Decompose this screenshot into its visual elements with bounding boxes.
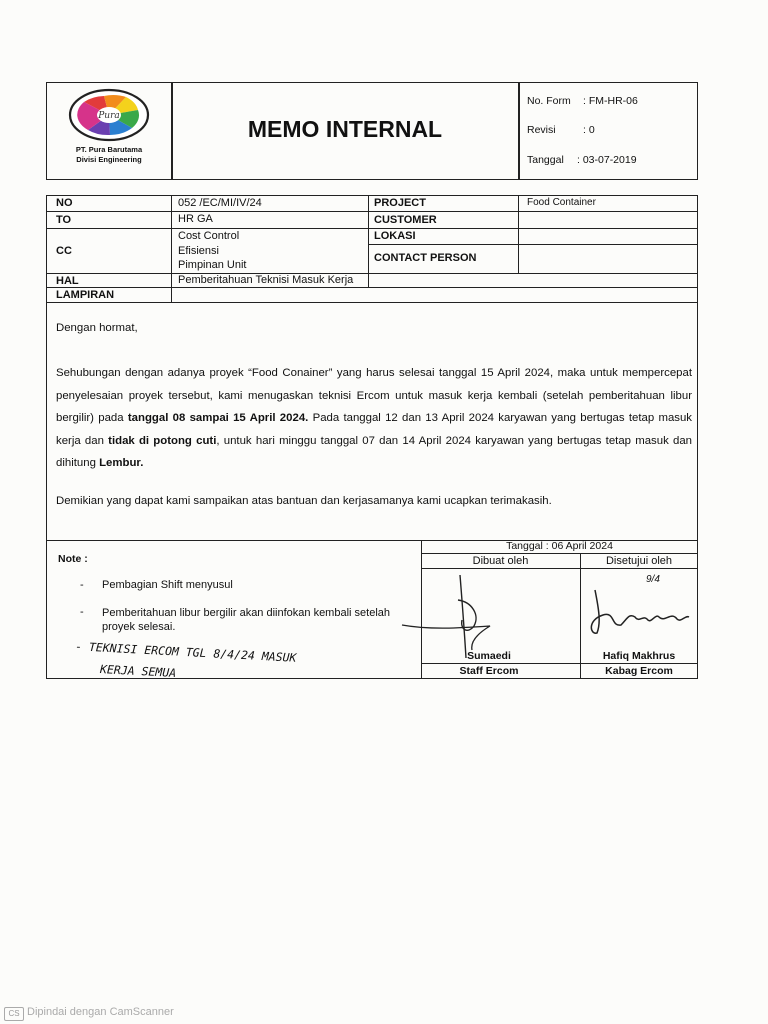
approved-by-label: Disetujui oleh	[605, 555, 673, 567]
maker-title: Staff Ercom	[459, 665, 519, 677]
sign-row-line-3	[421, 663, 698, 664]
project-value: Food Container	[527, 197, 596, 208]
no-value: 052 /EC/MI/IV/24	[178, 197, 262, 209]
signature-date: Tanggal : 06 April 2024	[506, 540, 613, 552]
handwritten-note-line-1: - TEKNISI ERCOM TGL 8/4/24 MASUK	[74, 639, 297, 665]
lokasi-label: LOKASI	[374, 230, 416, 242]
closing-text: Demikian yang dapat kami sampaikan atas bantuan dan kerjasamanya kami ucapkan terimakasih.	[56, 495, 552, 507]
svg-text:Pura: Pura	[98, 111, 120, 121]
note-item-2: Pemberitahuan libur bergilir akan diinfokan kembali setelah proyek selesai.	[102, 607, 390, 633]
info-row-line-4	[46, 287, 698, 288]
made-by-label: Dibuat oleh	[472, 555, 529, 567]
no-label: NO	[56, 197, 73, 209]
cc-value-2: Efisiensi	[178, 245, 219, 257]
info-row-line-6	[368, 228, 698, 229]
maker-name: Sumaedi	[467, 650, 511, 662]
cc-value-1: Cost Control	[178, 230, 240, 242]
revisi-value: : 0	[583, 124, 595, 136]
to-value: HR GA	[178, 213, 213, 225]
handwritten-note-line-2: KERJA SEMUA	[99, 662, 177, 680]
info-col-line-3	[518, 195, 519, 273]
form-no-label: No. Form	[527, 95, 571, 107]
body-bold-dates: tanggal 08 sampai 15 April 2024.	[127, 412, 309, 424]
page-title: MEMO INTERNAL	[247, 116, 443, 142]
camscanner-badge-icon: CS	[4, 1007, 24, 1021]
sign-row-line-2	[421, 568, 698, 569]
note-bullet-2: -	[80, 606, 84, 618]
approver-name: Hafiq Makhrus	[602, 650, 676, 662]
company-logo	[68, 88, 150, 142]
body-bold-lembur: Lembur.	[99, 457, 144, 469]
cc-value-3: Pimpinan Unit	[178, 259, 247, 271]
body-text-3: , untuk hari minggu tanggal 07 dan 14 April 2024 karyawan yang bertugas tetap masuk dan dihitung	[56, 434, 692, 469]
info-row-line-7	[368, 244, 698, 245]
info-row-line-3	[46, 273, 698, 274]
tanggal-value: : 03-07-2019	[577, 154, 637, 166]
greeting: Dengan hormat,	[56, 322, 138, 334]
note-bullet-1: -	[80, 579, 84, 591]
note-label: Note :	[58, 553, 88, 565]
tanggal-label: Tanggal	[527, 154, 564, 166]
approver-signature	[585, 575, 693, 645]
lampiran-label: LAMPIRAN	[56, 289, 115, 301]
company-name: PT. Pura Barutama	[75, 145, 143, 154]
company-division: Divisi Engineering	[76, 155, 142, 164]
customer-label: CUSTOMER	[374, 214, 437, 226]
note-item-1: Pembagian Shift menyusul	[102, 579, 233, 591]
contact-person-label: CONTACT PERSON	[374, 252, 477, 264]
info-row-line-2	[46, 228, 368, 229]
hal-value: Pemberitahuan Teknisi Masuk Kerja	[178, 274, 354, 286]
approver-mark: 9/4	[646, 574, 660, 585]
header-divider-right	[518, 82, 520, 180]
info-row-line-5	[368, 211, 698, 212]
body-bold-cuti: tidak di potong cuti	[108, 434, 217, 447]
camscanner-watermark: Dipindai dengan CamScanner	[27, 1006, 174, 1018]
info-row-line-1	[46, 211, 368, 212]
hal-label: HAL	[56, 275, 79, 287]
form-no-value: : FM-HR-06	[583, 95, 638, 107]
cc-label: CC	[56, 245, 72, 257]
revisi-label: Revisi	[527, 124, 556, 136]
approver-title: Kabag Ercom	[605, 665, 673, 677]
maker-signature	[400, 570, 520, 662]
body-paragraph	[56, 362, 692, 475]
sign-row-line-1	[421, 553, 698, 554]
project-label: PROJECT	[374, 197, 426, 209]
body-text-1: Sehubungan dengan adanya proyek “Food Conainer” yang harus selesai tanggal 15 April 2024, maka untuk mempercepat penyelesaian proyek tersebut, kami menugaskan teknisi Ercom untuk masuk kerja kembali (setelah pemberitahuan libur bergilir) pada	[56, 367, 692, 424]
body-text-2: Pada tanggal 12 dan 13 April 2024 karyawan yang bertugas tetap masuk kerja dan	[56, 412, 693, 447]
to-label: TO	[56, 214, 72, 226]
